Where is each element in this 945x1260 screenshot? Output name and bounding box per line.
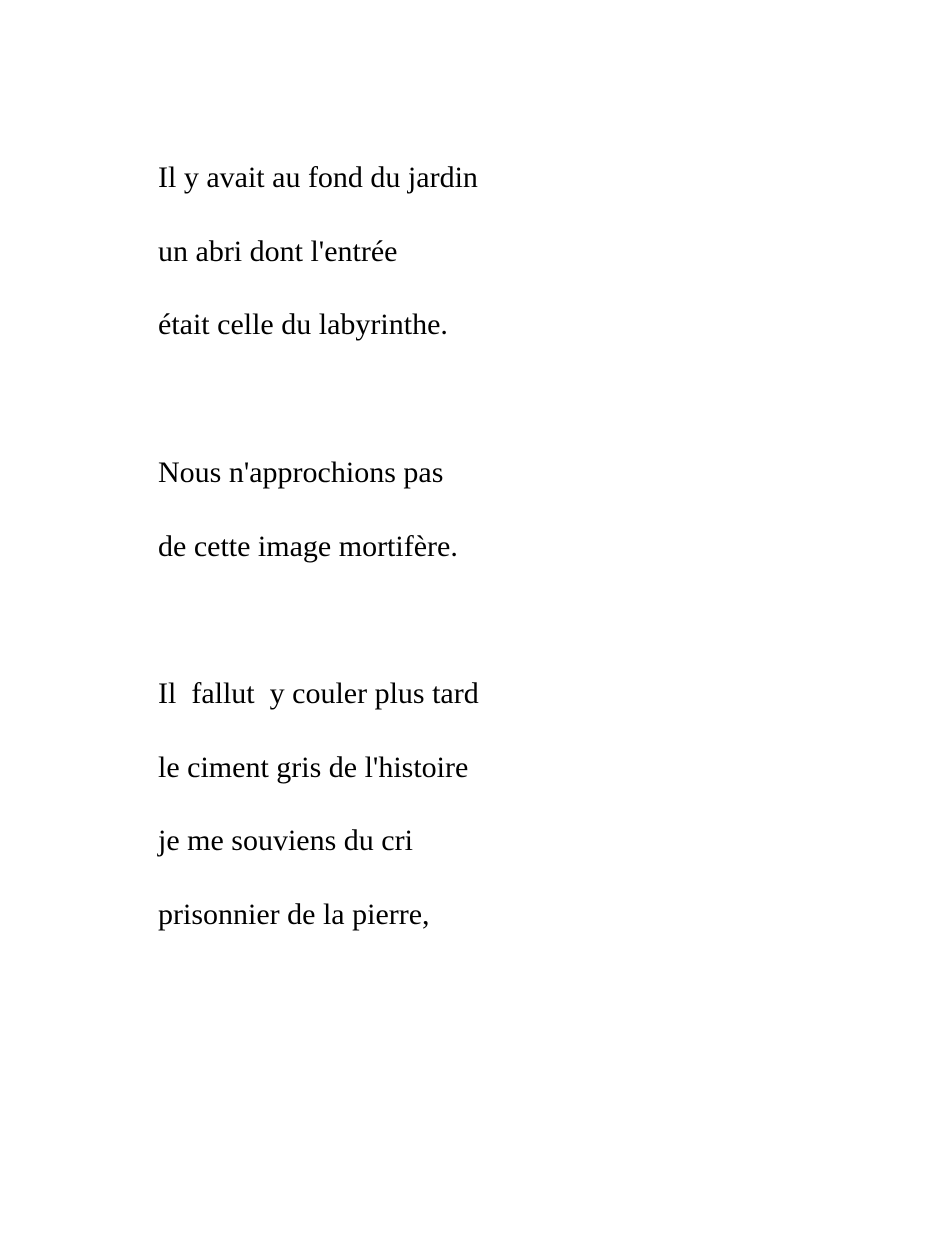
- poem-line: Il fallut y couler plus tard: [158, 677, 479, 710]
- poem-line: était celle du labyrinthe.: [158, 308, 448, 341]
- poem-line: un abri dont l'entrée: [158, 235, 398, 268]
- poem-line: Nous n'approchions pas: [158, 456, 444, 489]
- poem-line: prisonnier de la pierre,: [158, 898, 430, 931]
- poem-line: je me souviens du cri: [158, 824, 413, 857]
- poem-line: de cette image mortifère.: [158, 530, 458, 563]
- poem: [158, 0, 898, 1260]
- poem-line: le ciment gris de l'histoire: [158, 751, 469, 784]
- poem-line: Il y avait au fond du jardin: [158, 161, 478, 194]
